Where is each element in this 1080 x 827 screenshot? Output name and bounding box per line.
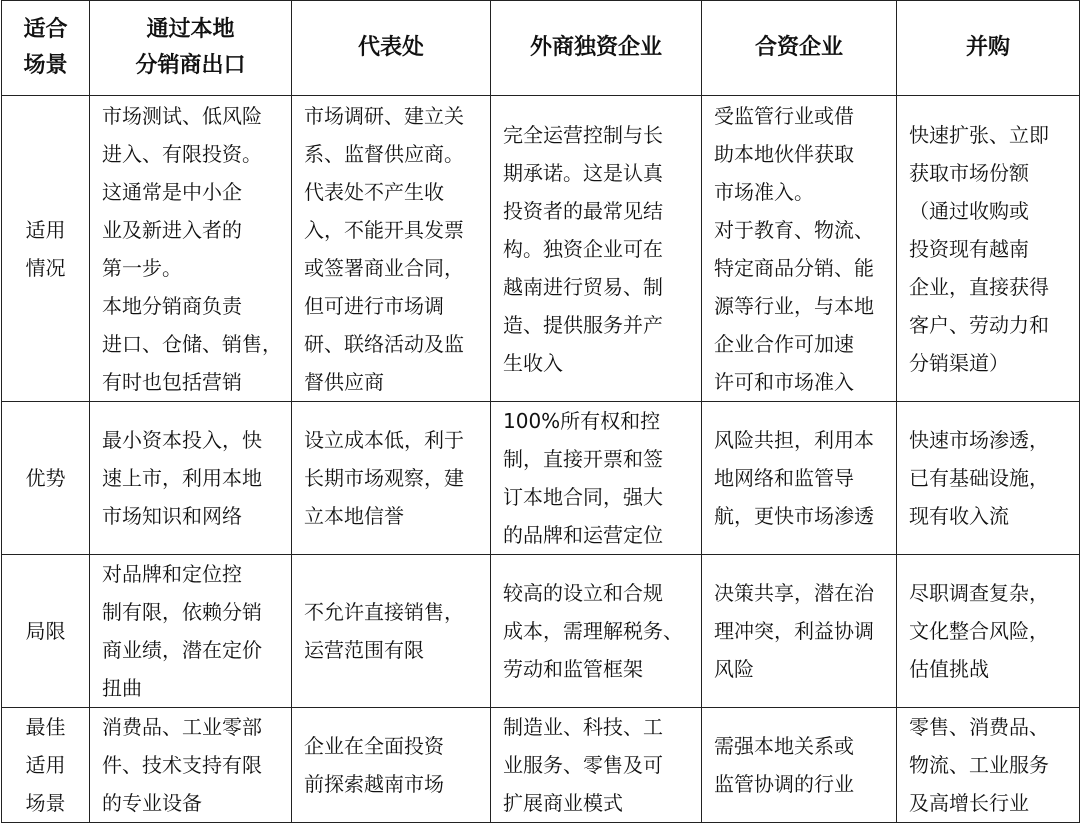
- row-label: 适用 情况: [2, 96, 90, 402]
- cell-rep-office: 设立成本低，利于 长期市场观察，建 立本地信誉: [292, 402, 491, 555]
- row-label: 优势: [2, 402, 90, 555]
- header-rep-office: 代表处: [292, 1, 491, 96]
- table-row: [2, 96, 1080, 402]
- cell-distributor: 最小资本投入，快 速上市，利用本地 市场知识和网络: [90, 402, 292, 555]
- table-row: [2, 708, 1080, 823]
- cell-rep-office: 企业在全面投资 前探索越南市场: [292, 708, 491, 823]
- cell-distributor: 消费品、工业零部 件、技术支持有限 的专业设备: [90, 708, 292, 823]
- header-wfoe: 外商独资企业: [491, 1, 702, 96]
- cell-ma: 零售、消费品、 物流、工业服务 及高增长行业: [897, 708, 1080, 823]
- cell-wfoe: 制造业、科技、工 业服务、零售及可 扩展商业模式: [491, 708, 702, 823]
- comparison-table: [1, 0, 1080, 823]
- cell-rep-office: 不允许直接销售， 运营范围有限: [292, 555, 491, 708]
- cell-rep-office: 市场调研、建立关 系、监督供应商。 代表处不产生收 入，不能开具发票 或签署商业合同， 但可进行市场调 研、联络活动及监 督供应商: [292, 96, 491, 402]
- cell-wfoe: 100%所有权和控 制，直接开票和签 订本地合同，强大 的品牌和运营定位: [491, 402, 702, 555]
- header-distributor: 通过本地 分销商出口: [90, 1, 292, 96]
- cell-distributor: 市场测试、低风险 进入、有限投资。 这通常是中小企 业及新进入者的 第一步。 本地分销商负责 进口、仓储、销售， 有时也包括营销: [90, 96, 292, 402]
- header-row: [2, 1, 1080, 96]
- table-row: [2, 402, 1080, 555]
- cell-jv: 受监管行业或借 助本地伙伴获取 市场准入。 对于教育、物流、 特定商品分销、能 源等行业，与本地 企业合作可加速 许可和市场准入: [702, 96, 897, 402]
- cell-ma: 快速扩张、立即 获取市场份额 （通过收购或 投资现有越南 企业，直接获得 客户、劳动力和 分销渠道）: [897, 96, 1080, 402]
- cell-jv: 风险共担，利用本 地网络和监管导 航，更快市场渗透: [702, 402, 897, 555]
- cell-jv: 需强本地关系或 监管协调的行业: [702, 708, 897, 823]
- cell-jv: 决策共享，潜在治 理冲突，利益协调 风险: [702, 555, 897, 708]
- cell-wfoe: 完全运营控制与长 期承诺。这是认真 投资者的最常见结 构。独资企业可在 越南进行贸易、制 造、提供服务并产 生收入: [491, 96, 702, 402]
- header-scenario: 适合 场景: [2, 1, 90, 96]
- header-jv: 合资企业: [702, 1, 897, 96]
- table-row: [2, 555, 1080, 708]
- cell-ma: 尽职调查复杂， 文化整合风险， 估值挑战: [897, 555, 1080, 708]
- header-ma: 并购: [897, 1, 1080, 96]
- cell-wfoe: 较高的设立和合规 成本，需理解税务、 劳动和监管框架: [491, 555, 702, 708]
- cell-distributor: 对品牌和定位控 制有限，依赖分销 商业绩，潜在定价 扭曲: [90, 555, 292, 708]
- row-label: 最佳 适用 场景: [2, 708, 90, 823]
- row-label: 局限: [2, 555, 90, 708]
- cell-ma: 快速市场渗透， 已有基础设施， 现有收入流: [897, 402, 1080, 555]
